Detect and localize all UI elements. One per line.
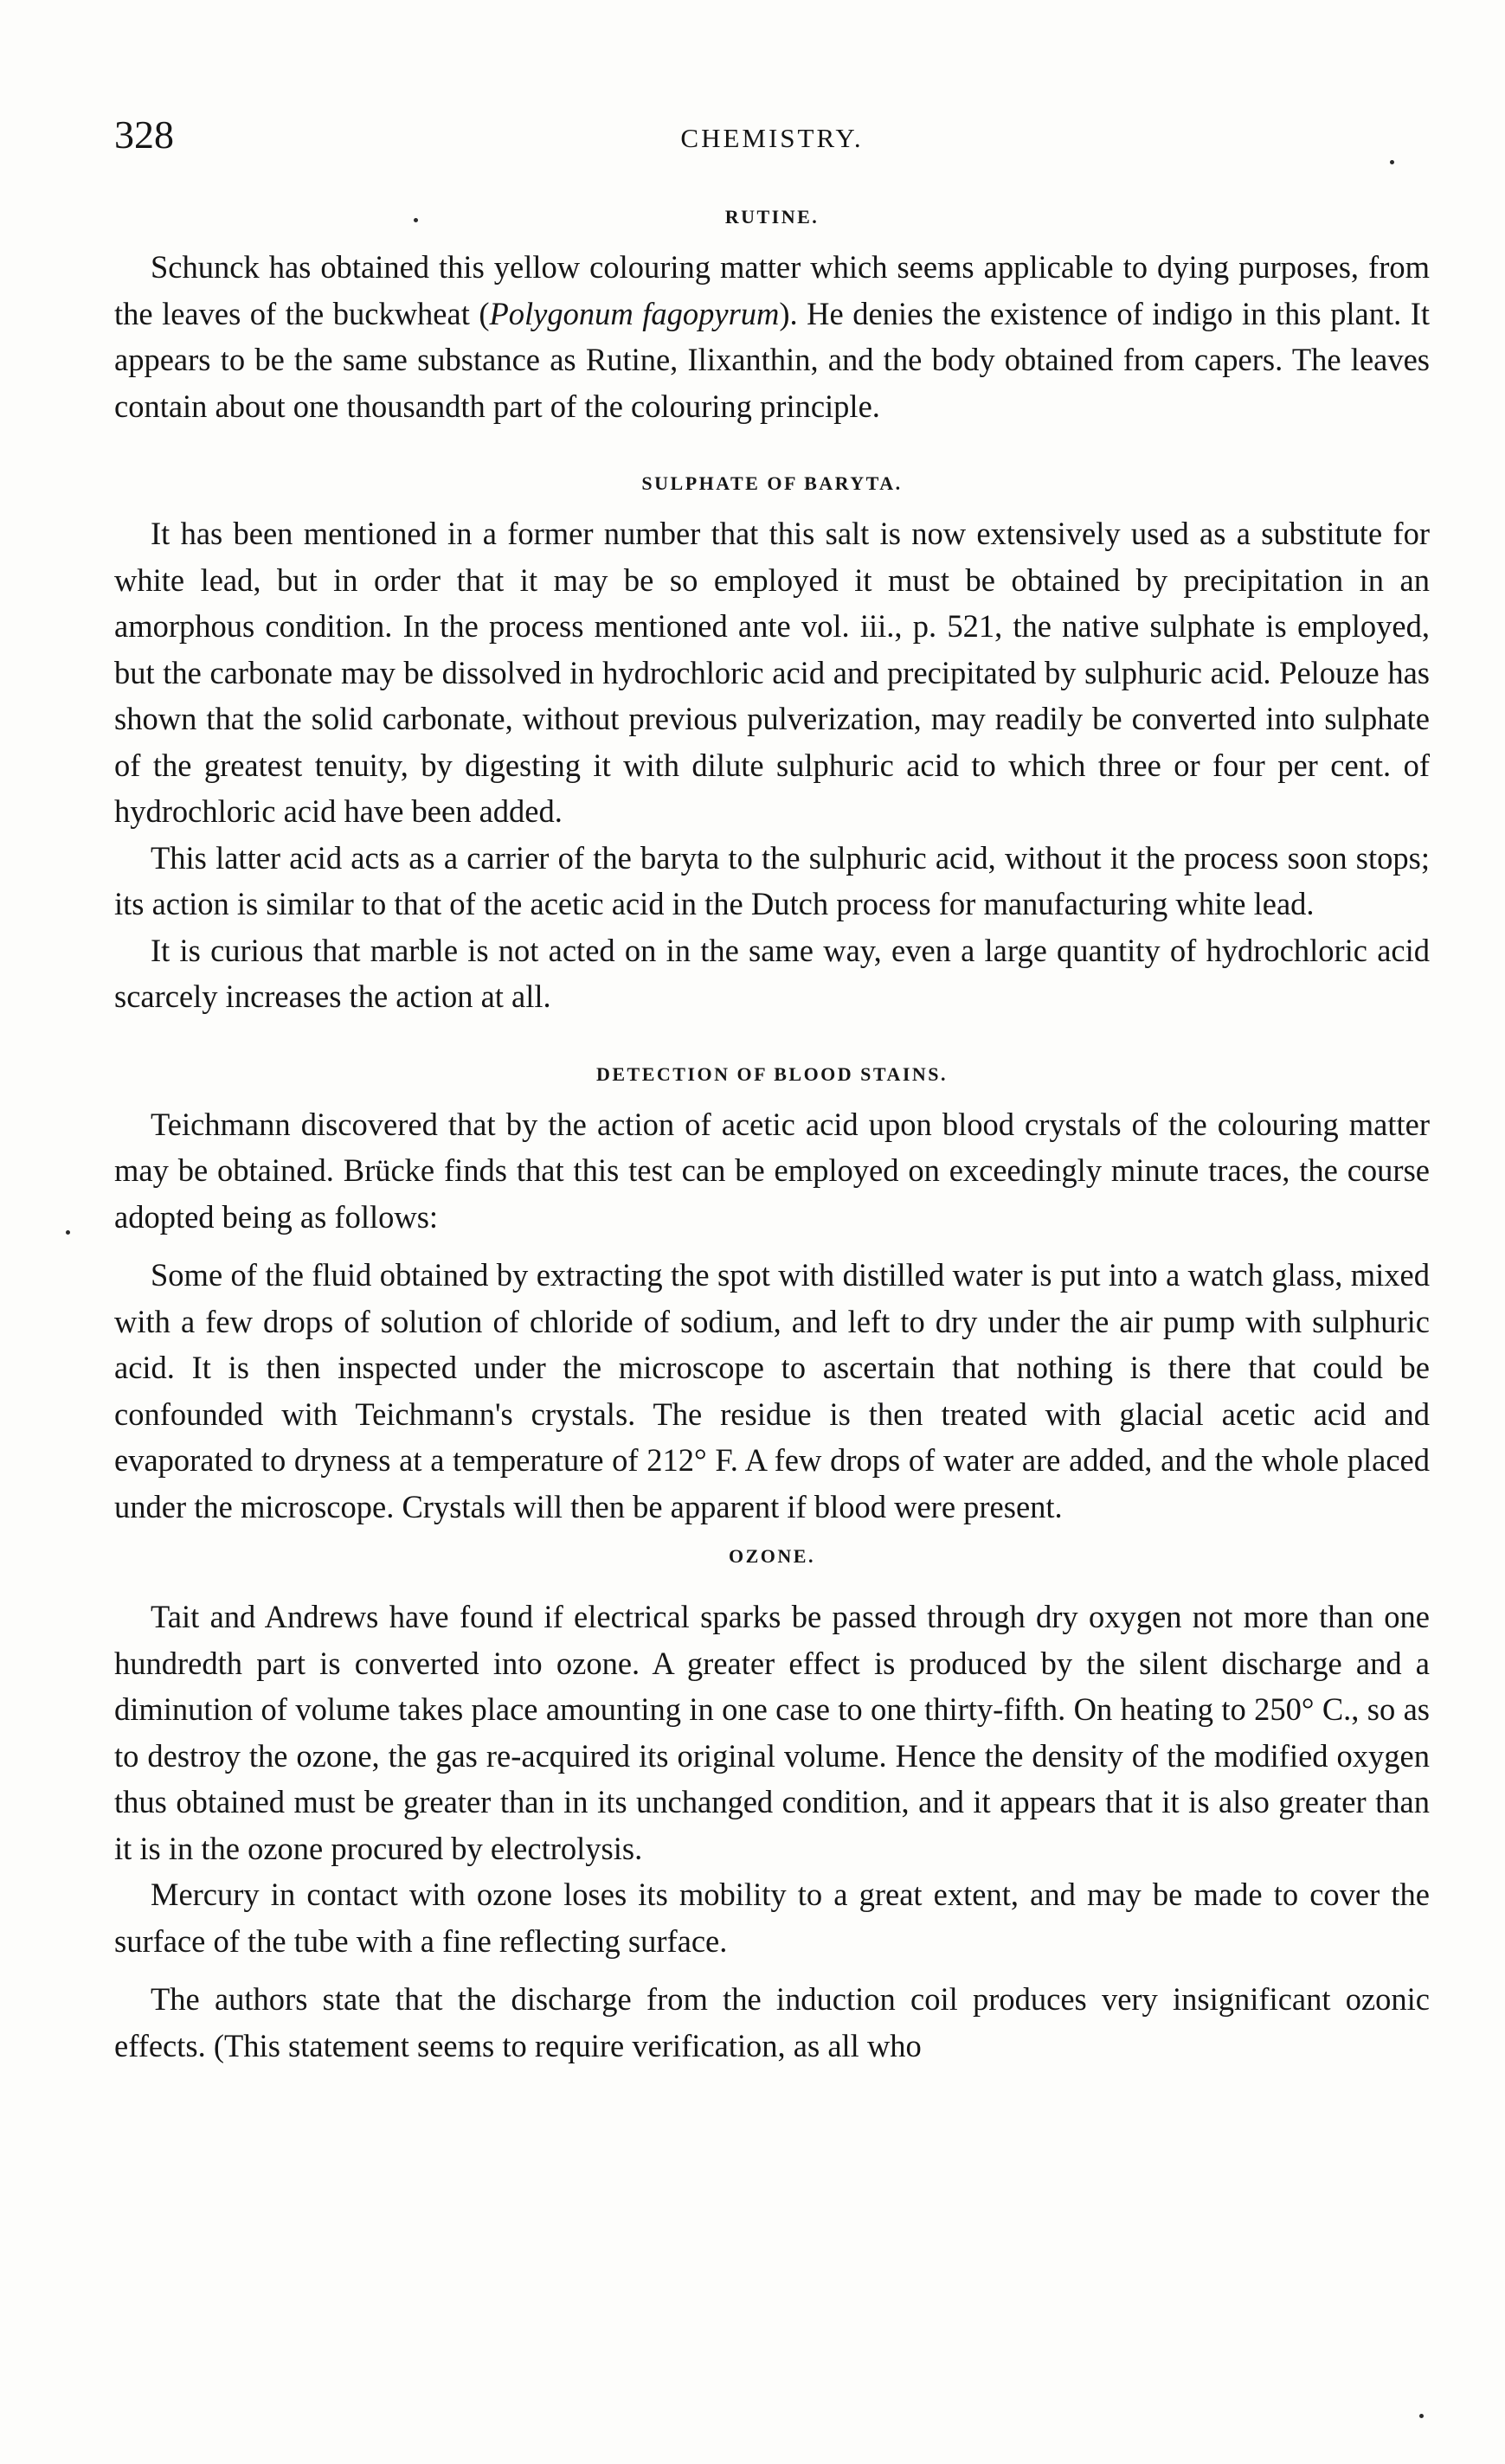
latin-name: Polygonum fagopyrum <box>489 295 780 331</box>
paragraph: It is curious that marble is not acted on in the same way, even a large quantity of hydrochloric acid scarcely increases the action at all. <box>114 932 1430 1014</box>
scan-speck <box>1419 2414 1424 2418</box>
paragraph: It has been mentioned in a former number that this salt is now extensively used as a substitute for white lead, but in order that it may be so employed it must be obtained by precipitation in an amorphous condition. In the process mentioned ante vol. iii., p. 521, the native sulphate is employed, but the carbonate may be dissolved in hydrochloric acid and precipitated by sulphuric acid. Pelouze has shown that the solid carbonate, without previous pulverization, may readily be converted into sulphate of the greatest tenuity, by digesting it with dilute sulphuric acid to which three or four per cent. of hydrochloric acid have been added. <box>114 516 1430 829</box>
page-header <box>114 111 1430 180</box>
paragraph-text: ). He denies the existence of indigo in this plant. It appears to be the same substance as Rutine, Ilixanthin, and the body obtained from capers. The leaves contain about one thousandth part of the colouring principle. <box>114 295 1430 424</box>
scan-speck <box>414 218 418 222</box>
running-title: CHEMISTRY. <box>680 123 864 153</box>
section-title: OZONE. <box>729 1545 815 1567</box>
paragraph: Mercury in contact with ozone loses its mobility to a great extent, and may be made to cover the surface of the tube with a fine reflecting surface. <box>114 1877 1430 1959</box>
section-ozone <box>114 1542 1430 2069</box>
paragraph: Tait and Andrews have found if electrical sparks be passed through dry oxygen not more than one hundredth part is converted into ozone. A greater effect is produced by the silent discharge and a diminution of volume takes place amounting in one case to one thirty-fifth. On heating to 250° C., so as to destroy the ozone, the gas re-acquired its original volume. Hence the density of the modified oxygen thus obtained must be greater than in its unchanged condition, and it appears that it is also greater than it is in the ozone procured by electrolysis. <box>114 1599 1430 1866</box>
section-title: SULPHATE OF BARYTA. <box>641 472 903 494</box>
page-number: 328 <box>114 112 174 157</box>
scan-speck <box>66 1230 70 1235</box>
section-rutine <box>114 202 1430 429</box>
paragraph: The authors state that the discharge from the induction coil produces very insignificant ozonic effects. (This statement seems to require verification, as all who <box>114 1981 1430 2063</box>
page <box>114 111 1430 2069</box>
section-title: DETECTION OF BLOOD STAINS. <box>595 1062 949 1085</box>
section-title: RUTINE. <box>724 206 820 228</box>
paragraph: Some of the fluid obtained by extracting the spot with distilled water is put into a watch glass, mixed with a few drops of solution of chloride of sodium, and left to dry under the air pump with sulphuric acid. It is then inspected under the microscope to ascertain that nothing is there that could be confounded with Teichmann's crystals. The residue is then treated with glacial acetic acid and evaporated to dryness at a temperature of 212° F. A few drops of water are added, and the whole placed under the microscope. Crystals will then be apparent if blood were present. <box>114 1257 1430 1524</box>
paragraph-text: Schunck has obtained this yellow colouring matter which seems applicable to dying purposes, from the leaves of the buckwheat ( <box>114 249 1430 331</box>
section-sulphate-of-baryta <box>114 469 1430 1020</box>
paragraph <box>114 244 1430 429</box>
scan-speck <box>1390 160 1394 164</box>
section-detection-of-blood-stains <box>114 1060 1430 1530</box>
paragraph: This latter acid acts as a carrier of the baryta to the sulphuric acid, without it the process soon stops; its action is similar to that of the acetic acid in the Dutch process for manufacturing white lead. <box>114 839 1430 921</box>
paragraph: Teichmann discovered that by the action of acetic acid upon blood crystals of the colouring matter may be obtained. Brücke finds that this test can be employed on exceedingly minute traces, the course adopted being as follows: <box>114 1106 1430 1235</box>
